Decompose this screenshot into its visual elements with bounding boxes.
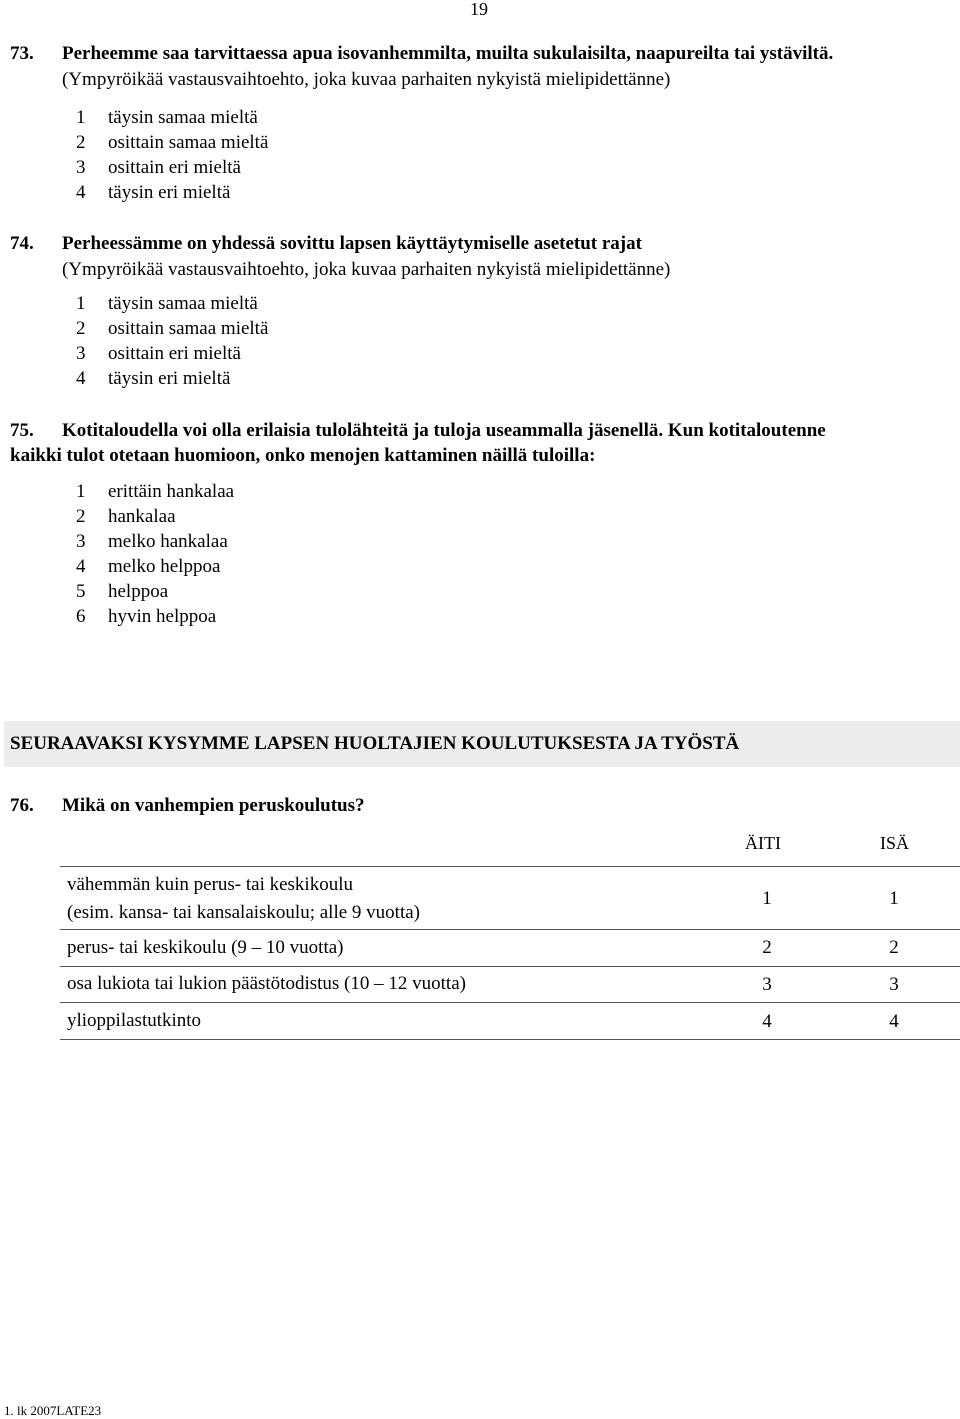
question-75-option-3[interactable] bbox=[76, 531, 228, 553]
option-label: melko hankalaa bbox=[108, 531, 228, 552]
table-rule bbox=[60, 1039, 960, 1040]
question-76-title: Mikä on vanhempien peruskoulutus? bbox=[62, 795, 365, 816]
footer-code: 1. lk 2007LATE23 bbox=[4, 1403, 102, 1418]
column-header-father: ISÄ bbox=[880, 833, 910, 853]
row-4-label: ylioppilastutkinto bbox=[67, 1010, 202, 1031]
question-75-title: Kotitaloudella voi olla erilaisia tulolähteitä ja tuloja useammalla jäsenellä. Kun kotitaloutenne bbox=[62, 420, 826, 441]
question-73-option-3[interactable] bbox=[76, 157, 241, 179]
option-number: 4 bbox=[76, 556, 86, 577]
question-74-instruction: (Ympyröikää vastausvaihtoehto, joka kuvaa parhaiten nykyistä mielipidettänne) bbox=[62, 259, 671, 280]
table-rule bbox=[60, 966, 960, 967]
question-75-number: 75. bbox=[10, 420, 34, 441]
question-74-option-2[interactable] bbox=[76, 318, 268, 340]
option-label: melko helppoa bbox=[108, 556, 221, 577]
row-2-father-value[interactable]: 2 bbox=[889, 937, 899, 958]
question-75-option-2[interactable] bbox=[76, 506, 176, 528]
option-number: 3 bbox=[76, 157, 86, 178]
question-73-option-1[interactable] bbox=[76, 107, 258, 129]
question-75-option-1[interactable] bbox=[76, 481, 234, 503]
option-label: osittain eri mieltä bbox=[108, 157, 241, 178]
row-3-label: osa lukiota tai lukion päästötodistus (10 – 12 vuotta) bbox=[67, 973, 466, 994]
option-number: 1 bbox=[76, 293, 86, 314]
option-label: helppoa bbox=[108, 581, 169, 602]
row-1-label-continued: (esim. kansa- tai kansalaiskoulu; alle 9 vuotta) bbox=[67, 902, 420, 923]
row-2-mother-value[interactable]: 2 bbox=[762, 937, 772, 958]
question-75-option-4[interactable] bbox=[76, 556, 220, 578]
option-number: 3 bbox=[76, 343, 86, 364]
option-label: täysin samaa mieltä bbox=[108, 107, 258, 128]
option-label: hankalaa bbox=[108, 506, 176, 527]
option-number: 4 bbox=[76, 182, 86, 203]
option-number: 1 bbox=[76, 107, 86, 128]
row-2-label: perus- tai keskikoulu (9 – 10 vuotta) bbox=[67, 937, 344, 958]
question-73-number: 73. bbox=[10, 43, 34, 64]
question-74-number: 74. bbox=[10, 233, 34, 254]
row-1-label: vähemmän kuin perus- tai keskikoulu bbox=[67, 874, 353, 895]
section-banner-title: SEURAAVAKSI KYSYMME LAPSEN HUOLTAJIEN KOULUTUKSESTA JA TYÖSTÄ bbox=[10, 733, 740, 754]
question-74-option-3[interactable] bbox=[76, 343, 241, 365]
option-label: täysin eri mieltä bbox=[108, 182, 231, 203]
page-number: 19 bbox=[470, 0, 488, 19]
option-number: 6 bbox=[76, 606, 86, 627]
question-75-option-5[interactable] bbox=[76, 581, 168, 603]
row-1-father-value[interactable]: 1 bbox=[889, 888, 899, 909]
row-3-father-value[interactable]: 3 bbox=[889, 974, 899, 995]
question-73-option-2[interactable] bbox=[76, 132, 268, 154]
option-label: osittain eri mieltä bbox=[108, 343, 241, 364]
option-number: 2 bbox=[76, 506, 86, 527]
question-74-option-1[interactable] bbox=[76, 293, 258, 315]
option-label: osittain samaa mieltä bbox=[108, 132, 269, 153]
option-number: 5 bbox=[76, 581, 86, 602]
question-73-instruction: (Ympyröikää vastausvaihtoehto, joka kuvaa parhaiten nykyistä mielipidettänne) bbox=[62, 69, 671, 90]
option-label: osittain samaa mieltä bbox=[108, 318, 269, 339]
table-rule bbox=[60, 866, 960, 867]
question-74-option-4[interactable] bbox=[76, 368, 230, 390]
option-number: 2 bbox=[76, 132, 86, 153]
column-header-mother: ÄITI bbox=[745, 833, 781, 853]
option-number: 2 bbox=[76, 318, 86, 339]
row-1-mother-value[interactable]: 1 bbox=[762, 888, 772, 909]
option-number: 4 bbox=[76, 368, 86, 389]
row-4-father-value[interactable]: 4 bbox=[889, 1011, 899, 1032]
row-4-mother-value[interactable]: 4 bbox=[762, 1011, 772, 1032]
question-73-title: Perheemme saa tarvittaessa apua isovanhemmilta, muilta sukulaisilta, naapureilta tai ystäviltä. bbox=[62, 43, 834, 64]
question-74-title: Perheessämme on yhdessä sovittu lapsen käyttäytymiselle asetetut rajat bbox=[62, 233, 642, 254]
question-75-option-6[interactable] bbox=[76, 606, 216, 628]
question-75-title-continued: kaikki tulot otetaan huomioon, onko menojen kattaminen näillä tuloilla: bbox=[10, 445, 596, 466]
option-number: 1 bbox=[76, 481, 86, 502]
table-rule bbox=[60, 929, 960, 930]
option-label: täysin eri mieltä bbox=[108, 368, 231, 389]
table-rule bbox=[60, 1002, 960, 1003]
option-label: täysin samaa mieltä bbox=[108, 293, 258, 314]
option-number: 3 bbox=[76, 531, 86, 552]
option-label: erittäin hankalaa bbox=[108, 481, 235, 502]
question-73-option-4[interactable] bbox=[76, 182, 230, 204]
row-3-mother-value[interactable]: 3 bbox=[762, 974, 772, 995]
question-76-number: 76. bbox=[10, 795, 34, 816]
option-label: hyvin helppoa bbox=[108, 606, 217, 627]
